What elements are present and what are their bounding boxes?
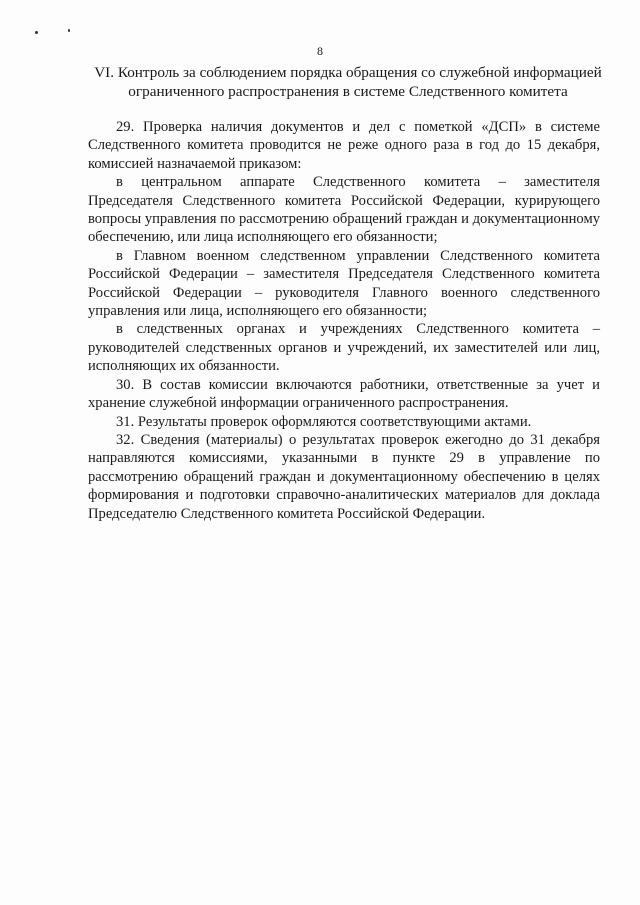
paragraph-investigative-bodies: в следственных органах и учреждениях Следственного комитета – руководителей следственных органов и учреждений, их заместителей или лиц, исполняющих их обязанности. <box>88 321 600 375</box>
paragraph-30: 30. В состав комиссии включаются работники, ответственные за учет и хранение служебной информации ограниченного распространения. <box>88 376 600 412</box>
paragraph-31: 31. Результаты проверок оформляются соответствующими актами. <box>116 413 532 430</box>
scan-speck <box>68 29 70 32</box>
paragraph-central-apparatus: в центральном аппарате Следственного комитета – заместителя Председателя Следственного комитета Российской Федерации, курирующего вопросы управления по рассмотрению обращений граждан и документационному обеспечению, или лица исполняющего его обязанности; <box>88 174 600 246</box>
paragraph-29: 29. Проверка наличия документов и дел с пометкой «ДСП» в системе Следственного комитета проводится не реже одного раза в год до 15 декабря, комиссией назначаемой приказом: <box>88 119 600 172</box>
section-heading-line-1: VI. Контроль за соблюдением порядка обращения со служебной информацией <box>94 64 602 81</box>
paragraph-main-military: в Главном военном следственном управлении Следственного комитета Российской Федерации – заместителя Председателя Следственного комитета Российской Федерации – руководителя Главного военного следственного управления или лица, исполняющего его обязанности; <box>88 247 600 320</box>
scan-speck <box>35 31 38 34</box>
document-body <box>88 118 600 523</box>
paragraph-32: 32. Сведения (материалы) о результатах проверок ежегодно до 31 декабря направляются комиссиями, указанными в пункте 29 в управление по рассмотрению обращений граждан и документационному обеспечению в целях формирования и подготовки справочно-аналитических материалов для доклада Председателю Следственного комитета Российской Федерации. <box>88 431 600 522</box>
section-heading <box>88 63 608 101</box>
section-heading-line-2: ограниченного распространения в системе Следственного комитета <box>128 83 568 100</box>
page-number: 8 <box>317 44 323 58</box>
